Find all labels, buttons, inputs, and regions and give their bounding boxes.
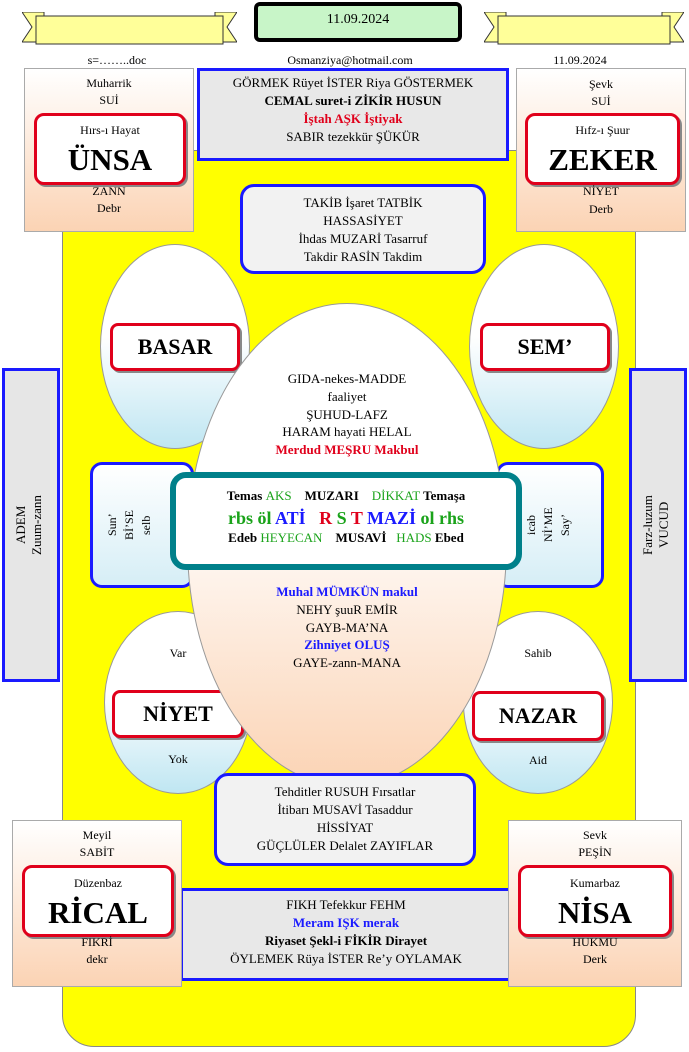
far-right-line-1: Farz-luzum (640, 495, 655, 555)
far-right-line-2: VUCUD (656, 501, 671, 549)
top-center-line-2: CEMAL suret-i ZİKİR HUSUN (264, 93, 442, 108)
lower-box-line-1: Tehditler RUSUH Fırsatlar (274, 784, 416, 799)
var-label: Var (169, 646, 187, 660)
top-right-line-2: SUİ (591, 94, 611, 108)
mid-left-line-1: Sun’ (105, 513, 119, 537)
far-left-line-1: ADEM (13, 505, 28, 545)
email-text: Osmanziya@hotmail.com (287, 53, 413, 67)
date-box-text: 11.09.2024 (326, 12, 390, 27)
far-right-text (640, 368, 676, 682)
upper-box-line-4: Takdir RASİN Takdim (303, 249, 423, 264)
center-upper-line-3: ŞUHUD-LAFZ (306, 407, 388, 422)
row2-h: MAZİ (367, 508, 417, 528)
top-left-line-4: Debr (97, 201, 121, 215)
mid-right-line-2: Nİ’ME (541, 507, 555, 543)
bottom-left-small: Düzenbaz (74, 876, 122, 890)
sem-label: SEM’ (517, 334, 573, 359)
center-upper-line-4: HARAM hayati HELAL (282, 424, 412, 439)
bottom-right-big: NİSA (557, 895, 633, 930)
row2-c (306, 508, 320, 528)
date-right: 11.09.2024 (553, 53, 607, 67)
bottom-right-line-3: HUKMU (572, 935, 618, 949)
bottom-left-line-3: FIKRİ (81, 935, 113, 949)
bottom-right-line-2: PEŞİN (578, 845, 612, 859)
row2-b: ATİ (274, 508, 306, 528)
bottom-right-line-4: Derk (583, 952, 607, 966)
aid-label: Aid (529, 753, 547, 767)
row3-e: Ebed (431, 530, 464, 545)
file-label: s=……..doc (87, 53, 147, 67)
center-lower-line-4: Zihniyet OLUŞ (304, 637, 390, 652)
left-ribbon-icon (22, 12, 237, 48)
row2-e: S (332, 508, 351, 528)
bottom-left-line-4: dekr (86, 952, 108, 966)
far-left-line-2: Zuum-zann (29, 495, 44, 555)
top-left-big: ÜNSA (67, 142, 153, 177)
row3-d: HADS (396, 530, 432, 545)
center-row-1 (170, 489, 522, 502)
bottom-left-line-2: SABİT (79, 845, 115, 859)
bottom-center-line-4: ÖYLEMEK Rüya İSTER Re’y OYLAMAK (230, 951, 462, 966)
top-center-line-4: SABIR tezekkür ŞÜKÜR (286, 129, 420, 144)
center-lower-line-3: GAYB-MA’NA (305, 620, 389, 635)
upper-box-line-1: TAKİB İşaret TATBİK (303, 195, 423, 210)
top-left-line-1: Muharrik (86, 76, 132, 90)
far-left-text (13, 368, 49, 682)
center-lower-line-5: GAYE-zann-MANA (293, 655, 401, 670)
row3-b: HEYECAN (260, 530, 323, 545)
bottom-right-line-1: Sevk (583, 828, 607, 842)
row1-d: DİKKAT (371, 488, 421, 503)
top-right-line-4: Derb (589, 202, 613, 216)
mid-left-line-2: Bİ’SE (122, 510, 136, 540)
top-left-line-2: SUİ (99, 93, 119, 107)
mid-right-text (523, 462, 579, 588)
bottom-left-big: RİCAL (48, 895, 148, 930)
row1-a: Temas (226, 488, 266, 503)
center-row-2 (170, 509, 522, 527)
center-lower-line-2: NEHY şuuR EMİR (296, 602, 398, 617)
mid-right-line-3: Say’ (558, 514, 572, 536)
lower-box-line-2: İtibarı MUSAVİ Tasaddur (277, 802, 413, 817)
top-right-line-1: Şevk (589, 77, 613, 91)
top-left-small: Hırs-ı Hayat (80, 123, 140, 137)
bottom-center-line-2: Meram IŞK merak (292, 915, 400, 930)
row2-d: R (319, 508, 333, 528)
basar-label: BASAR (137, 334, 213, 359)
mid-right-line-1: icab (524, 515, 538, 535)
row3-c: MUSAVİ (322, 530, 397, 545)
center-row-3 (170, 531, 522, 544)
row1-e: Temaşa (420, 488, 466, 503)
lower-box-line-3: HİSSİYAT (316, 820, 374, 835)
top-center-line-3: İştah AŞK İştiyak (303, 111, 403, 126)
mid-left-line-3: selb (139, 515, 153, 535)
bottom-center-line-1: FIKH Tefekkur FEHM (286, 897, 406, 912)
top-left-line-3: ZANN (92, 184, 126, 198)
center-upper-line-1: GIDA-nekes-MADDE (287, 371, 407, 386)
sahib-label: Sahib (524, 646, 552, 660)
nazar-label: NAZAR (498, 703, 578, 728)
row2-f: T (350, 508, 363, 528)
niyet-label: NİYET (143, 701, 213, 726)
center-upper-line-5: Merdud MEŞRU Makbul (275, 442, 419, 457)
right-ribbon-icon (484, 12, 684, 48)
lower-box-line-4: GÜÇLÜLER Delalet ZAYIFLAR (256, 838, 434, 853)
bottom-center-line-3: Riyaset Şekl-i FİKİR Dirayet (264, 933, 428, 948)
center-lower-line-1: Muhal MÜMKÜN makul (276, 584, 418, 599)
row2-j: ol rhs (420, 508, 465, 528)
center-upper-line-2: faaliyet (327, 389, 367, 404)
bottom-right-small: Kumarbaz (570, 876, 620, 890)
row1-c: MUZARI (291, 488, 372, 503)
row2-a: rbs öl (227, 508, 275, 528)
mid-left-text (104, 462, 160, 588)
top-right-big: ZEKER (548, 142, 657, 177)
top-center-line-1: GÖRMEK Rüyet İSTER Riya GÖSTERMEK (232, 75, 474, 90)
bottom-left-line-1: Meyil (82, 828, 112, 842)
row1-b: AKS (265, 488, 292, 503)
upper-box-line-2: HASSASİYET (323, 213, 403, 228)
yok-label: Yok (168, 752, 188, 766)
upper-box-line-3: İhdas MUZARİ Tasarruf (298, 231, 428, 246)
top-right-small: Hıfz-ı Şuur (575, 123, 630, 137)
row3-a: Edeb (228, 530, 261, 545)
top-right-line-3: NİYET (583, 184, 619, 198)
